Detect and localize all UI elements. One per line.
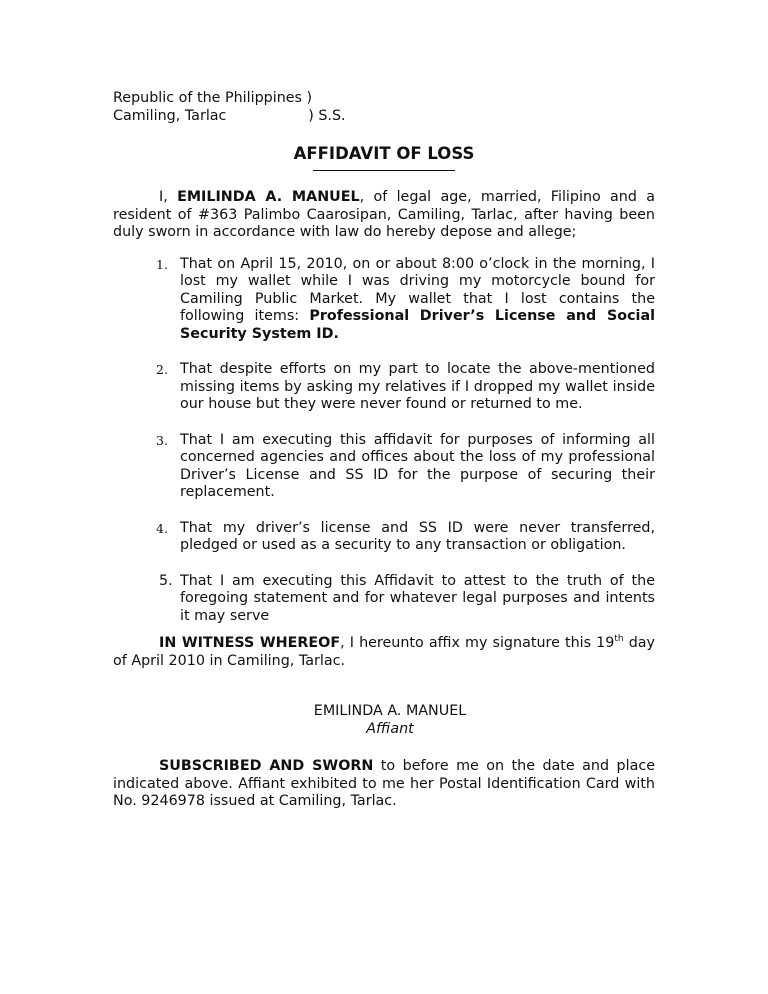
list-item — [156, 361, 655, 414]
witness-text-1: , I hereunto affix my signature this 19 — [340, 635, 615, 651]
item-bold-text: Professional Driver’s License and Social Security System ID. — [180, 308, 655, 342]
affiant-name: EMILINDA A. MANUEL — [313, 703, 467, 719]
affiant-signature-block — [113, 703, 655, 738]
venue-line-republic: Republic of the Philippines ) — [113, 90, 313, 106]
document-title: AFFIDAVIT OF LOSS — [293, 144, 475, 163]
witness-text-2: day of April 2010 in Camiling, Tarlac. — [113, 635, 655, 669]
list-item — [159, 572, 655, 626]
intro-pre: I, — [159, 189, 178, 205]
allegations-list — [113, 256, 655, 626]
list-item — [156, 431, 655, 502]
item-text: That I am executing this affidavit for purposes of informing all concerned agencies and offices about the loss of my professional Driver’s License and SS ID for the purpose of securing their replacement. — [180, 431, 655, 500]
affiant-name-inline: EMILINDA A. MANUEL — [177, 189, 360, 205]
affidavit-page — [113, 90, 655, 825]
item-number: 1. — [156, 256, 168, 272]
item-text: That despite efforts on my part to locate the above-mentioned missing items by asking my relatives if I dropped my wallet inside our house but they were never found or returned to me. — [180, 361, 655, 412]
intro-rest: , of legal age, married, Filipino and a resident of #363 Palimbo Caarosipan, Camiling, Tarlac, after having been duly sworn in accordance with law do hereby depose and allege; — [113, 189, 655, 240]
witness-paragraph — [113, 635, 655, 670]
subscribed-heading: SUBSCRIBED AND SWORN — [159, 758, 374, 774]
item-number: 3. — [156, 432, 168, 448]
title-underline — [313, 170, 455, 171]
item-text: That on April 15, 2010, on or about 8:00 o’clock in the morning, I lost my wallet while I was driving my motorcycle bound for Camiling Public Market. My wallet that I lost contains the following items: — [180, 255, 655, 324]
witness-superscript: th — [614, 634, 624, 644]
witness-heading: IN WITNESS WHEREOF — [159, 635, 341, 651]
item-number: 5. — [159, 572, 173, 589]
item-text: That I am executing this Affidavit to attest to the truth of the foregoing statement and for whatever legal purposes and intents it may serve — [180, 572, 655, 624]
item-text: That my driver’s license and SS ID were never transferred, pledged or used as a security to any transaction or obligation. — [180, 519, 655, 553]
venue-line-camiling: Camiling, Tarlac ) S.S. — [113, 107, 346, 124]
item-number: 4. — [156, 520, 168, 536]
subscribed-paragraph — [113, 758, 655, 811]
affiant-role: Affiant — [366, 720, 414, 737]
item-number: 2. — [156, 362, 168, 377]
intro-paragraph — [113, 189, 655, 242]
list-item — [156, 519, 655, 555]
subscribed-text: to before me on the date and place indicated above. Affiant exhibited to me her Postal Identification Card with No. 9246978 issued at Camiling, Tarlac. — [113, 758, 655, 809]
list-item — [156, 255, 655, 344]
